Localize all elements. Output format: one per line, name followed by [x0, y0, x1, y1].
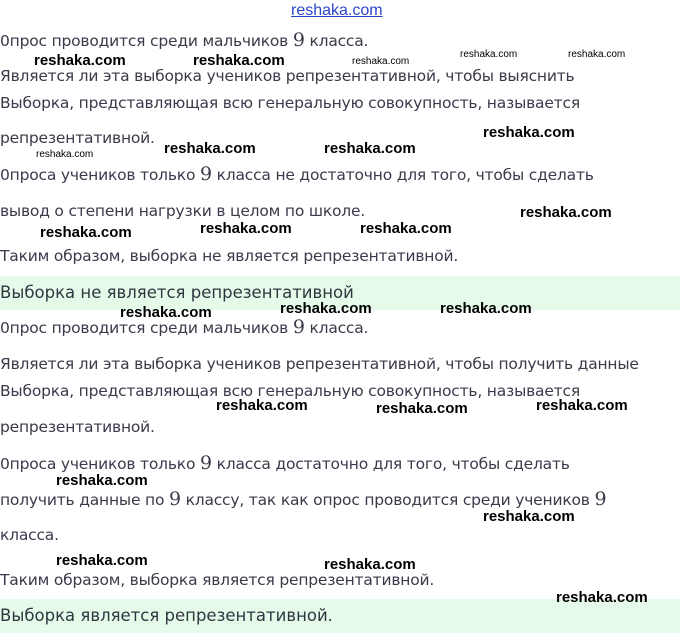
watermark: reshaka.com	[56, 552, 148, 569]
watermark: reshaka.com	[460, 49, 518, 60]
watermark: reshaka.com	[324, 556, 416, 573]
watermark: reshaka.com	[216, 397, 308, 414]
reasoning-line-1: 0проса учеников только 9 класса достаточно для того, чтобы сделать	[0, 452, 570, 474]
watermark: reshaka.com	[164, 140, 256, 157]
reasoning-line-2: вывод о степени нагрузки в целом по школе.	[0, 202, 366, 220]
watermark: reshaka.com	[40, 224, 132, 241]
watermark: reshaka.com	[568, 49, 626, 60]
reasoning-line-2: получить данные по 9 классу, так как опрос проводится среди учеников 9	[0, 488, 607, 510]
watermark: reshaka.com	[352, 56, 410, 67]
watermark: reshaka.com	[36, 149, 94, 160]
watermark: reshaka.com	[200, 220, 292, 237]
watermark: reshaka.com	[34, 52, 126, 69]
question-line-1: 0прос проводится среди мальчиков 9 класса.	[0, 29, 369, 51]
question-line-2: Является ли эта выборка учеников репрезентативной, чтобы выяснить	[0, 67, 575, 85]
watermark: reshaka.com	[280, 300, 372, 317]
answer-text: Выборка не является репрезентативной	[0, 283, 354, 302]
reasoning-line-3: класса.	[0, 526, 59, 544]
definition-line: Выборка, представляющая всю генеральную совокупность, называется	[0, 94, 580, 112]
definition-line: Выборка, представляющая всю генеральную совокупность, называется	[0, 382, 580, 400]
watermark: reshaka.com	[483, 508, 575, 525]
watermark: reshaka.com	[483, 124, 575, 141]
reasoning-line-1: 0проса учеников только 9 класса не достаточно для того, чтобы сделать	[0, 163, 594, 185]
question-line-2: Является ли эта выборка учеников репрезентативной, чтобы получить данные	[0, 355, 639, 373]
watermark-link[interactable]: reshaka.com	[291, 2, 383, 19]
watermark: reshaka.com	[520, 204, 612, 221]
watermark: reshaka.com	[440, 300, 532, 317]
watermark: reshaka.com	[193, 52, 285, 69]
conclusion-line: Таким образом, выборка не является репрезентативной.	[0, 247, 459, 265]
answer-text: Выборка является репрезентативной.	[0, 606, 333, 625]
watermark: reshaka.com	[360, 220, 452, 237]
conclusion-line: Таким образом, выборка является репрезентативной.	[0, 571, 435, 589]
watermark: reshaka.com	[56, 472, 148, 489]
question-line-1: 0прос проводится среди мальчиков 9 класса.	[0, 316, 369, 338]
watermark: reshaka.com	[556, 589, 648, 606]
definition-term: репрезентативной.	[0, 129, 155, 147]
watermark: reshaka.com	[324, 140, 416, 157]
watermark: reshaka.com	[536, 397, 628, 414]
watermark: reshaka.com	[120, 304, 212, 321]
watermark: reshaka.com	[376, 400, 468, 417]
definition-term: репрезентативной.	[0, 418, 155, 436]
